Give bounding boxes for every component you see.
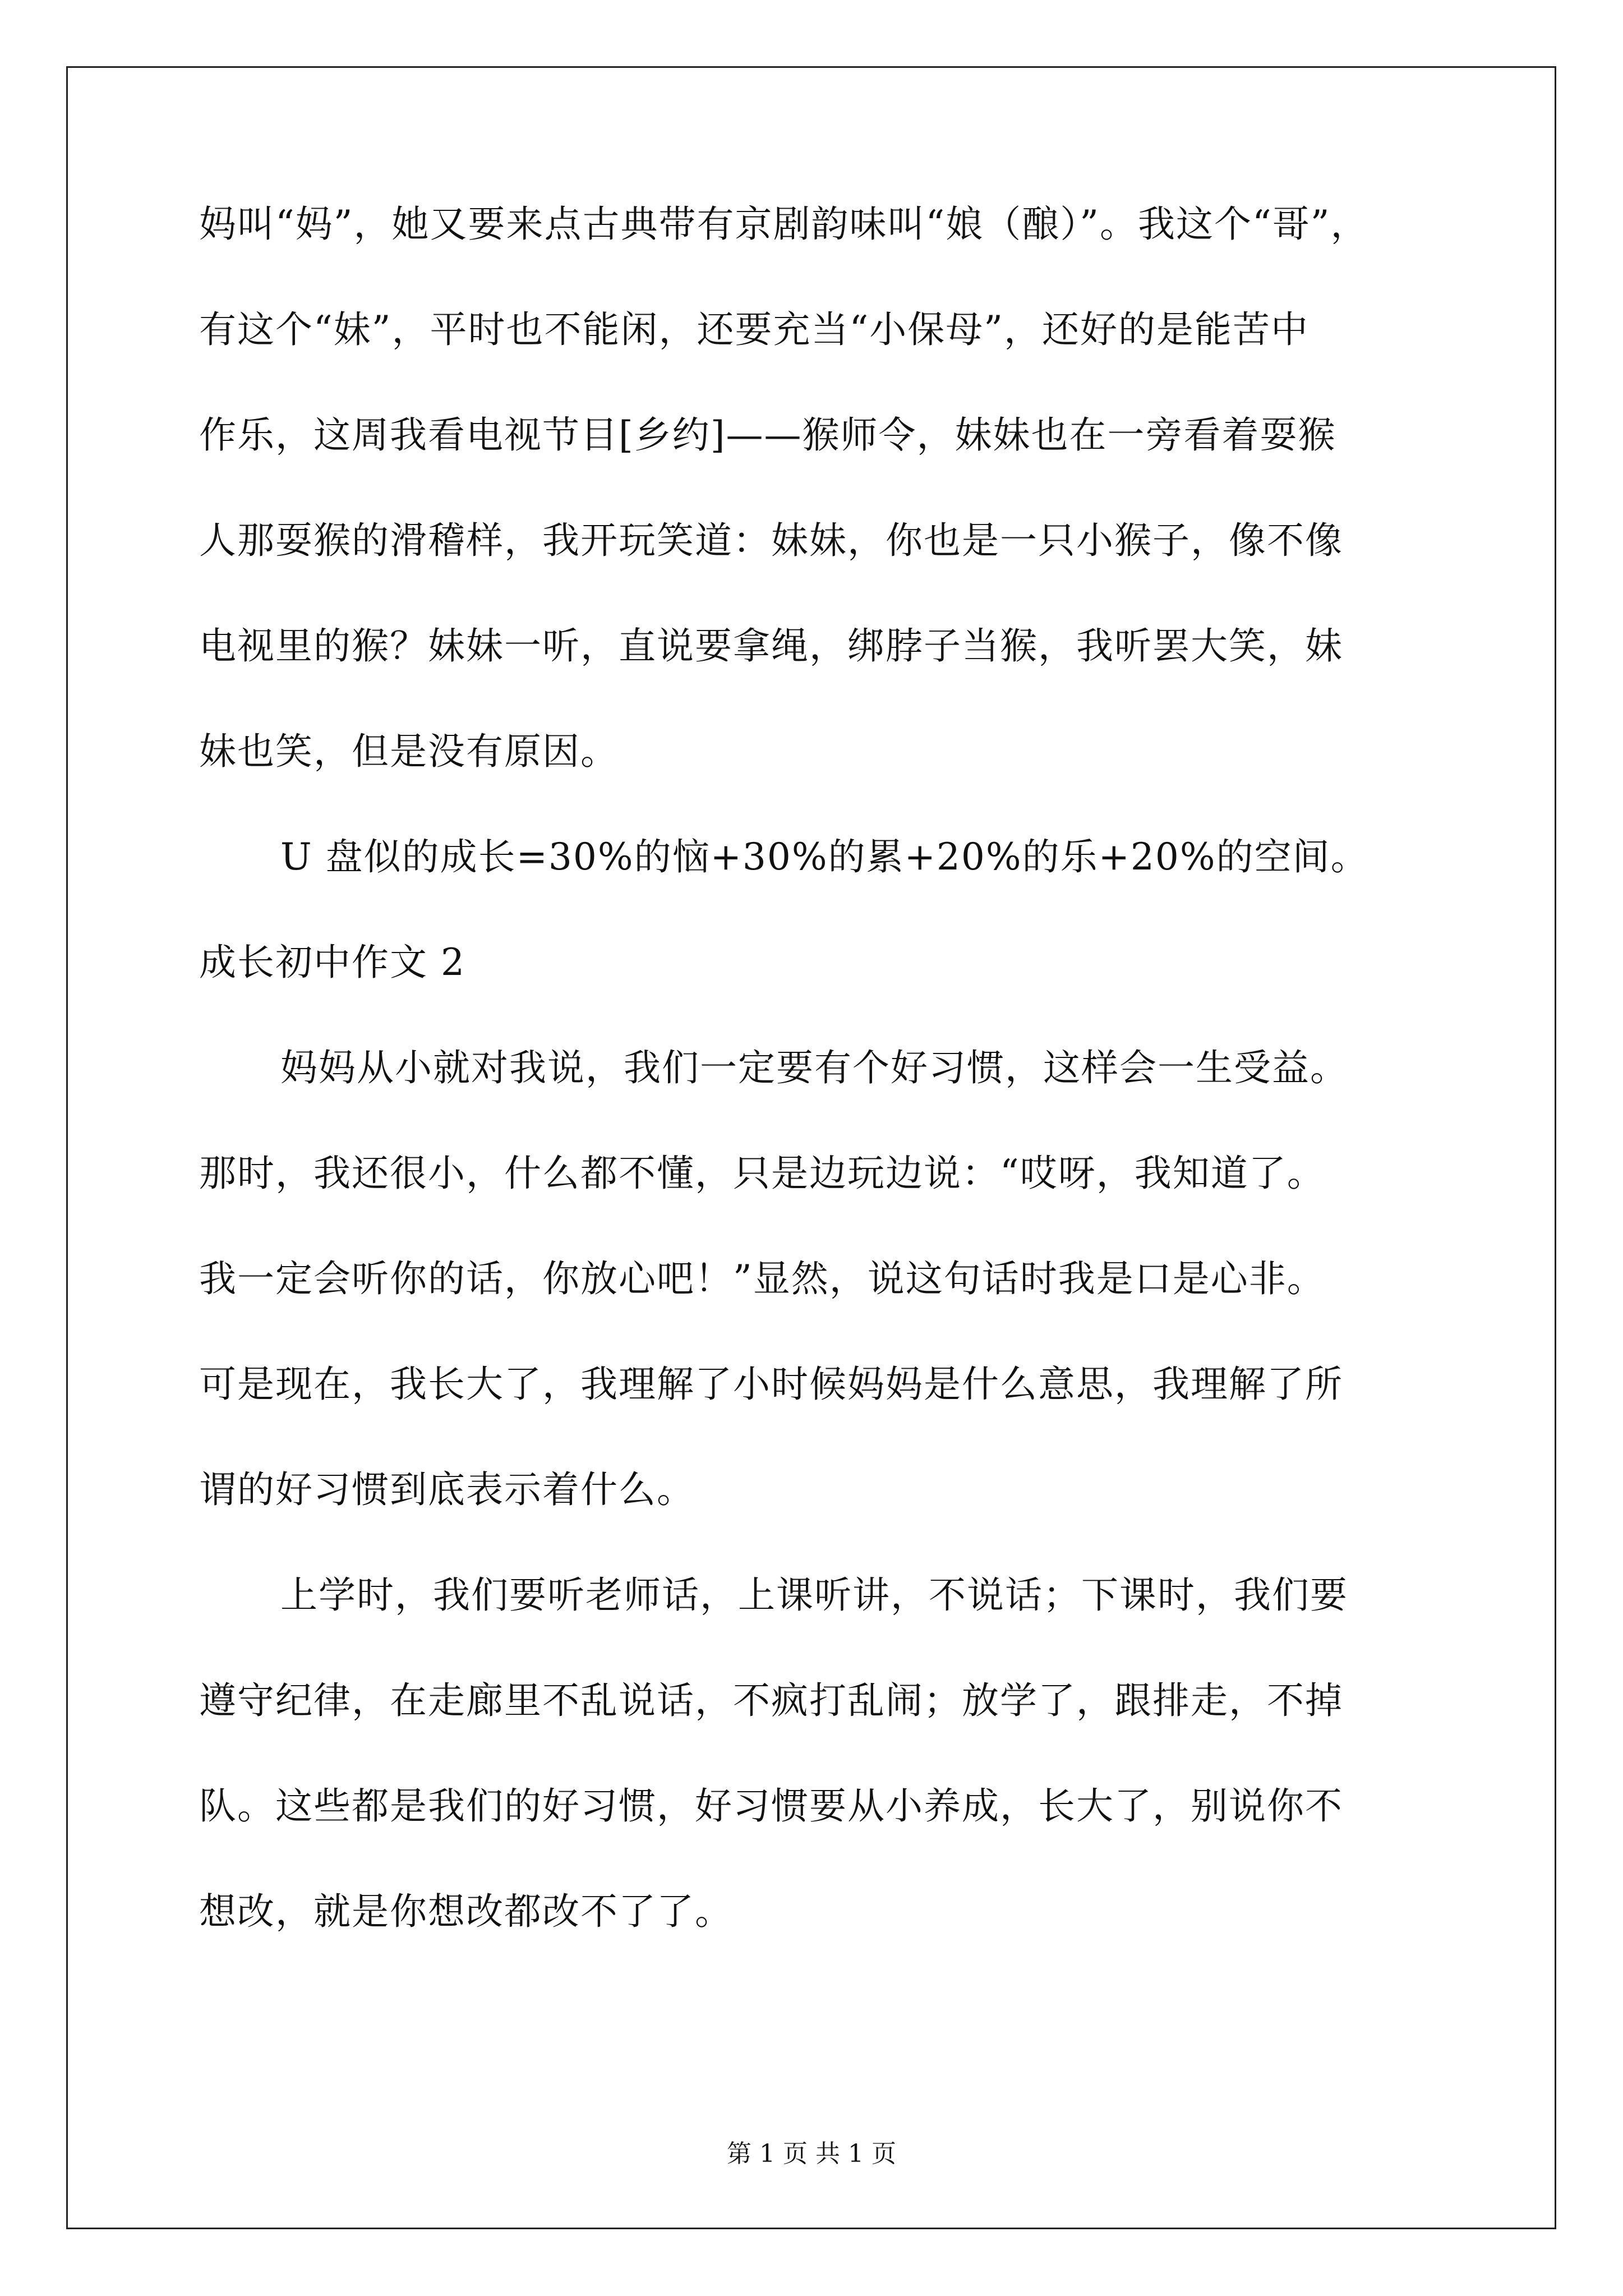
text-line: 想改，就是你想改都改不了了。 xyxy=(199,1890,733,1933)
text-line: 妈叫“妈”，她又要来点古典带有京剧韵味叫“娘（酿）”。我这个“哥”， xyxy=(199,203,1369,246)
text-line: 谓的好习惯到底表示着什么。 xyxy=(199,1468,695,1511)
text-line: 妈妈从小就对我说，我们一定要有个好习惯，这样会一生受益。 xyxy=(280,1046,1348,1089)
text-line: 妹也笑，但是没有原因。 xyxy=(199,730,619,773)
text-line: 可是现在，我长大了，我理解了小时候妈妈是什么意思，我理解了所 xyxy=(199,1363,1343,1406)
text-line: 上学时，我们要听老师话，上课听讲，不说话；下课时，我们要 xyxy=(280,1573,1348,1617)
text-line: 电视里的猴？妹妹一听，直说要拿绳，绑脖子当猴，我听罢大笑，妹 xyxy=(199,624,1343,668)
text-line: U 盘似的成长=30%的恼+30%的累+20%的乐+20%的空间。 xyxy=(280,835,1369,878)
text-line: 那时，我还很小，什么都不懂，只是边玩边说：“哎呀，我知道了。 xyxy=(199,1152,1325,1195)
text-line: 作乐，这周我看电视节目[乡约]——猴师令，妹妹也在一旁看着耍猴 xyxy=(199,413,1336,457)
text-line: 有这个“妹”，平时也不能闲，还要充当“小保母”，还好的是能苦中 xyxy=(199,308,1309,351)
text-line: 遵守纪律，在走廊里不乱说话，不疯打乱闹；放学了，跟排走，不掉 xyxy=(199,1679,1343,1722)
text-line: 我一定会听你的话，你放心吧！”显然，说这句话时我是口是心非。 xyxy=(199,1257,1325,1300)
section-heading: 成长初中作文 2 xyxy=(199,941,465,984)
page-footer: 第 1 页 共 1 页 xyxy=(727,2139,896,2168)
text-line: 队。这些都是我们的好习惯，好习惯要从小养成，长大了，别说你不 xyxy=(199,1784,1343,1828)
text-line: 人那耍猴的滑稽样，我开玩笑道：妹妹，你也是一只小猴子，像不像 xyxy=(199,519,1343,562)
